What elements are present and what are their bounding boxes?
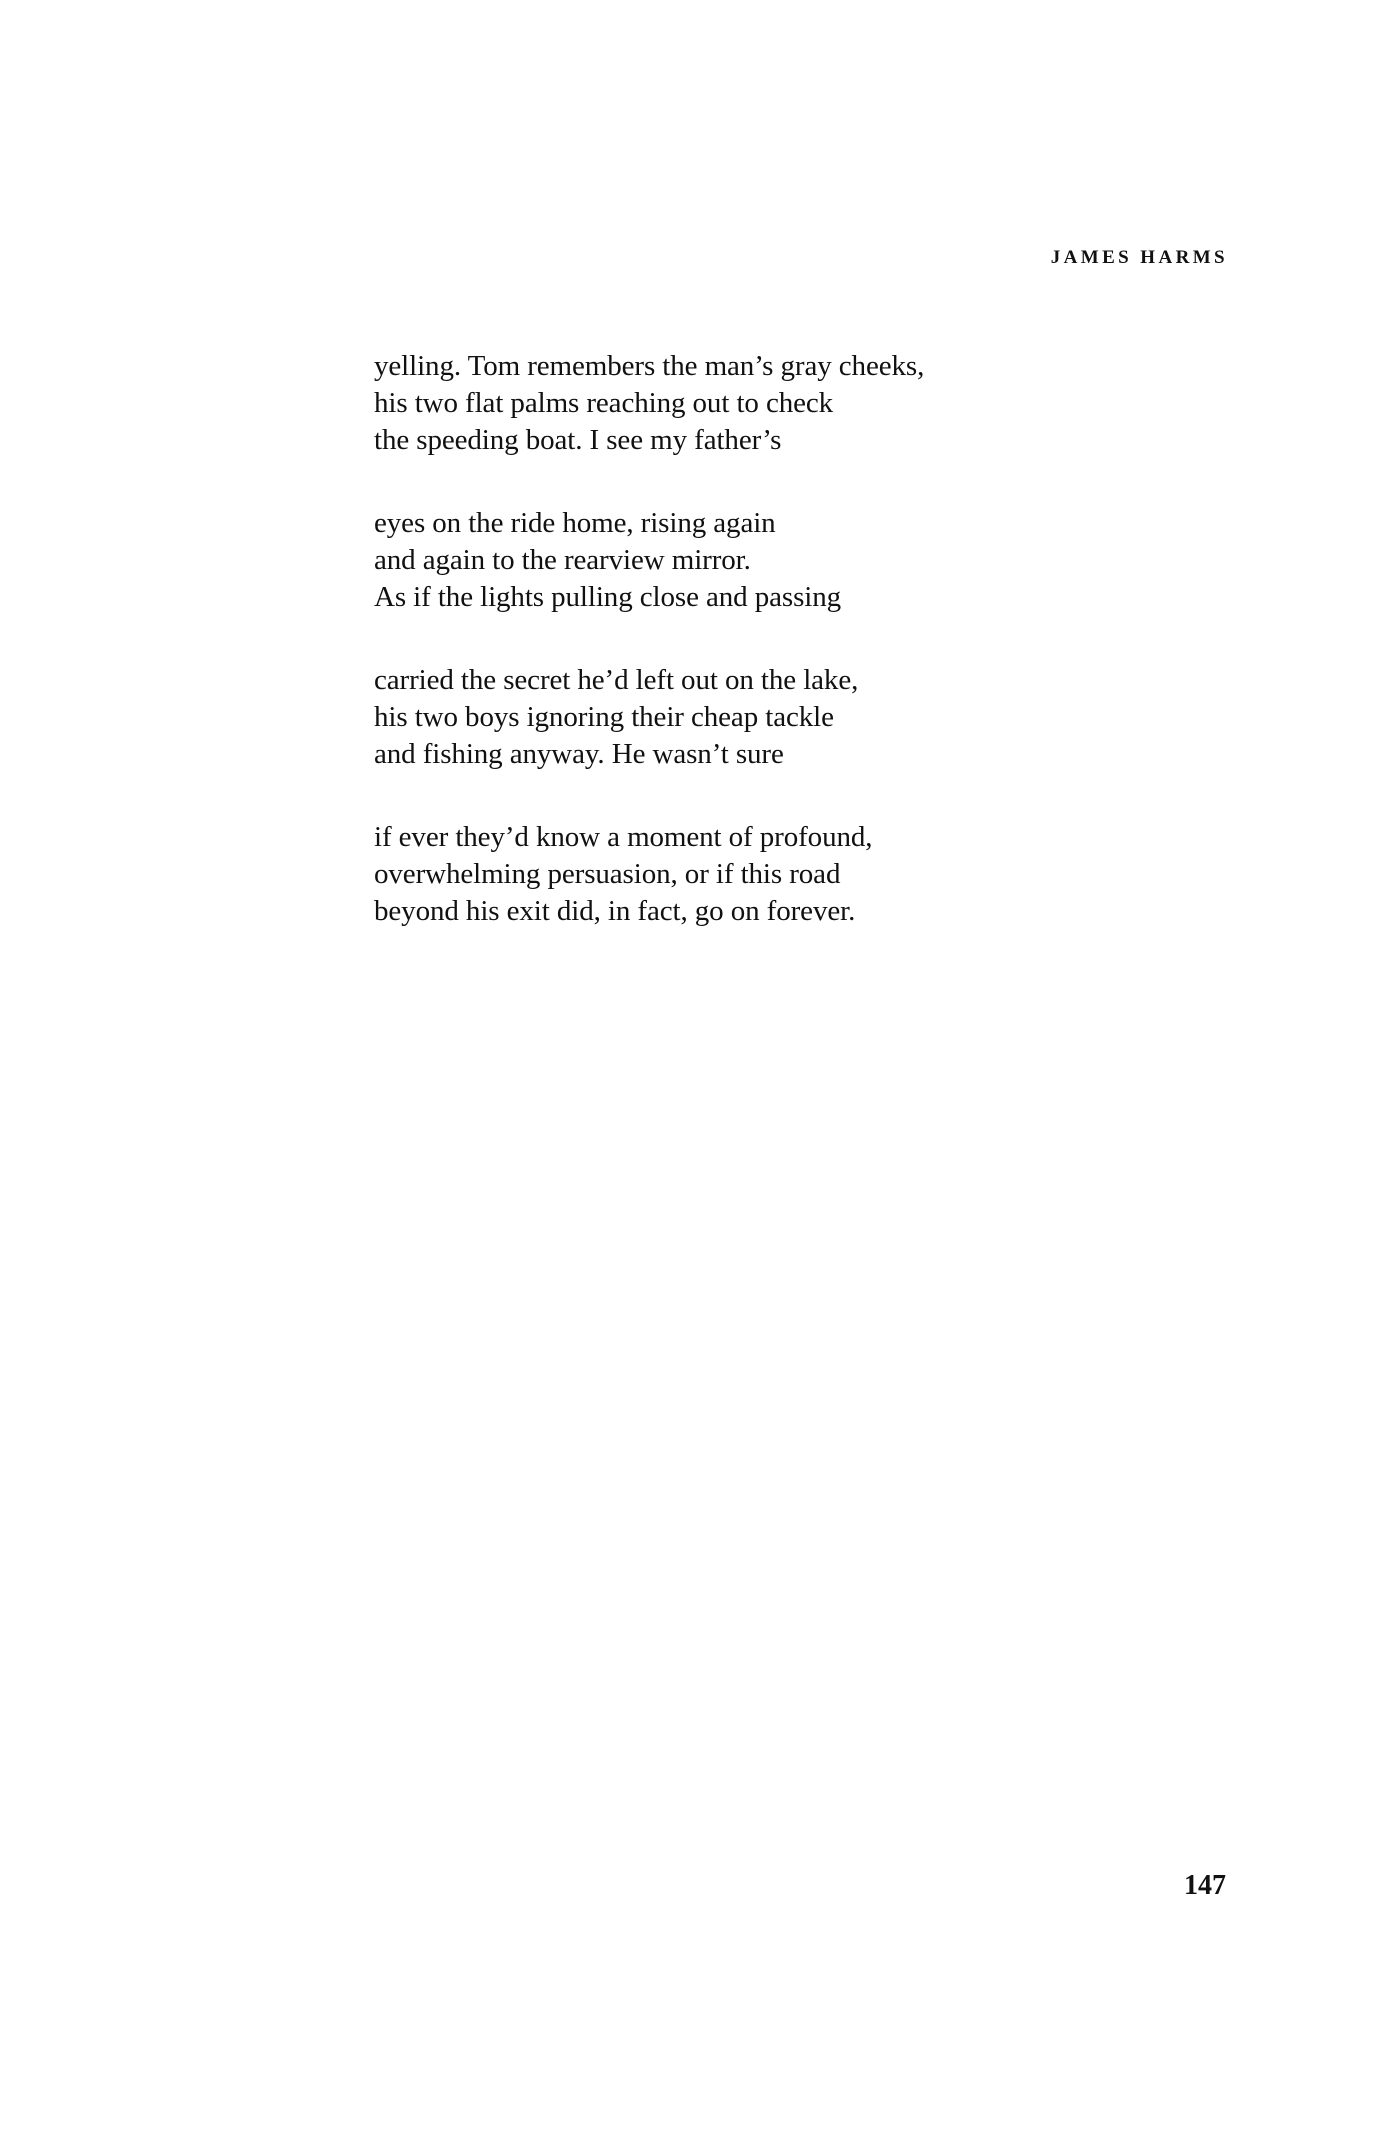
- running-head-author: JAMES HARMS: [1050, 247, 1228, 268]
- poem-line: his two flat palms reaching out to check: [374, 387, 834, 419]
- stanza-2: [374, 505, 1134, 616]
- stanza-1: [374, 348, 1134, 459]
- poem-line: overwhelming persuasion, or if this road: [374, 858, 841, 890]
- poem-line: his two boys ignoring their cheap tackle: [374, 701, 834, 733]
- poem-body: [374, 348, 1134, 976]
- poem-line: and fishing anyway. He wasn’t sure: [374, 738, 784, 770]
- stanza-4: [374, 819, 1134, 930]
- poem-line: the speeding boat. I see my father’s: [374, 424, 782, 456]
- poem-line: beyond his exit did, in fact, go on forever.: [374, 895, 856, 927]
- poem-line: if ever they’d know a moment of profound,: [374, 821, 873, 853]
- poem-line: eyes on the ride home, rising again: [374, 507, 776, 539]
- poem-line: As if the lights pulling close and passing: [374, 581, 842, 613]
- stanza-3: [374, 662, 1134, 773]
- page-number: 147: [1184, 1870, 1226, 1901]
- poem-line: carried the secret he’d left out on the lake,: [374, 664, 859, 696]
- poem-line: and again to the rearview mirror.: [374, 544, 751, 576]
- poem-line: yelling. Tom remembers the man’s gray cheeks,: [374, 350, 925, 382]
